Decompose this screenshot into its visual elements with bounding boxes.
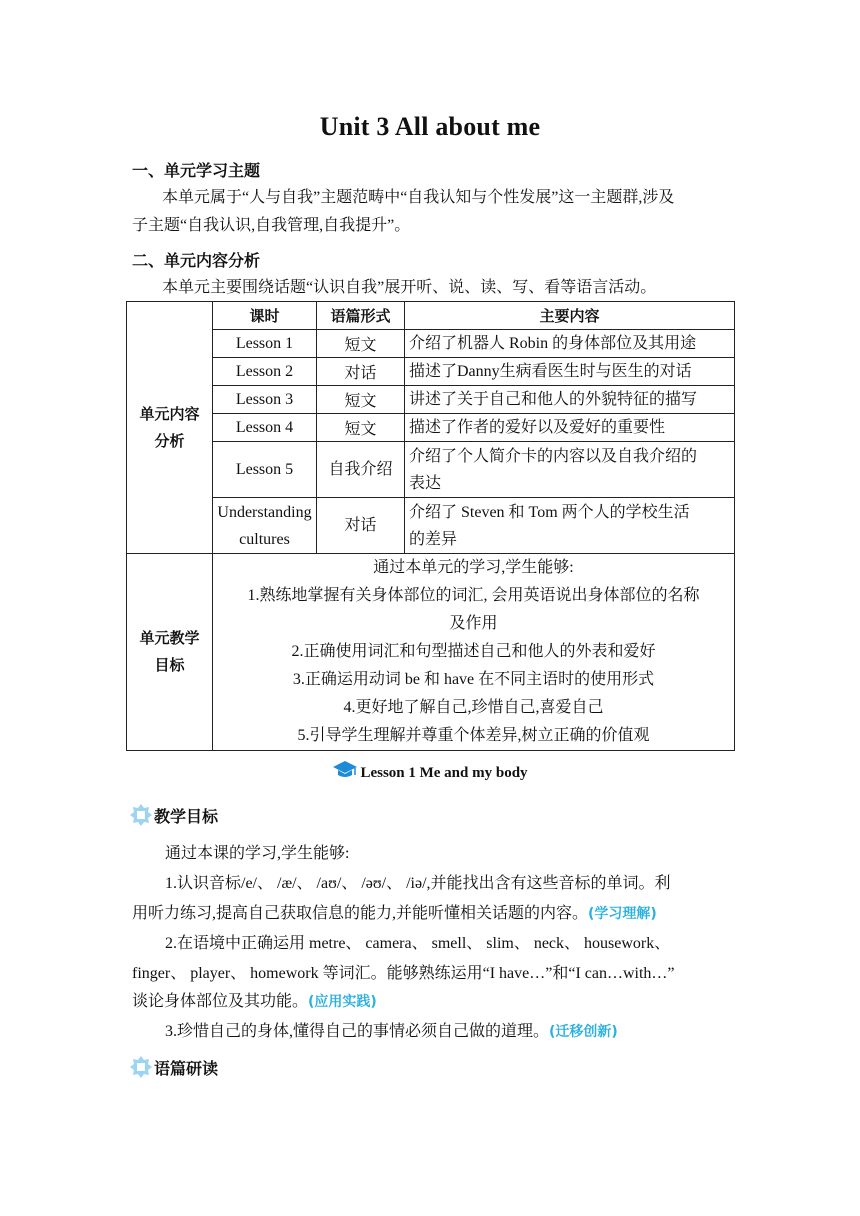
header-content: 主要内容 xyxy=(405,302,735,330)
section-heading-analysis: 二、单元内容分析 xyxy=(132,251,261,270)
book-badge-icon xyxy=(130,804,152,830)
graduation-cap-icon xyxy=(332,760,358,785)
page-title: Unit 3 All about me xyxy=(319,112,541,141)
analysis-intro: 本单元主要围绕话题“认识自我”展开听、说、读、写、看等语言活动。 xyxy=(162,279,657,296)
objectives-intro: 通过本课的学习,学生能够: xyxy=(165,845,350,862)
category-content-analysis: 单元内容 分析 xyxy=(127,302,213,554)
table-row: Lesson 4 短文 描述了作者的爱好以及爱好的重要性 xyxy=(127,414,735,442)
lesson-heading: Lesson 1 Me and my body xyxy=(0,760,860,785)
objective-3: 3.珍惜自己的身体,懂得自己的事情必须自己做的道理。(迁移创新) xyxy=(165,1023,618,1040)
objective-2-line3: 谈论身体部位及其功能。(应用实践) xyxy=(132,993,377,1010)
objective-2-line1: 2.在语境中正确运用 metre、 camera、 smell、 slim、 neck、 housework、 xyxy=(165,935,671,952)
table-row: Understanding cultures 对话 介绍了 Steven 和 Tom 两个人的学校生活 的差异 xyxy=(127,498,735,554)
book-badge-icon xyxy=(130,1056,152,1082)
table-row-goals xyxy=(127,554,735,751)
section-heading-theme: 一、单元学习主题 xyxy=(132,161,261,180)
theme-text-line2: 子主题“自我认识,自我管理,自我提升”。 xyxy=(132,217,411,234)
reading-heading: 语篇研读 xyxy=(130,1056,218,1082)
header-lesson: 课时 xyxy=(213,302,317,330)
theme-text-line1: 本单元属于“人与自我”主题范畴中“自我认知与个性发展”这一主题群,涉及 xyxy=(162,189,675,206)
unit-analysis-table xyxy=(126,301,735,751)
goals-list: 通过本单元的学习,学生能够: 1.熟练地掌握有关身体部位的词汇, 会用英语说出身体部位的名称 及作用 2.正确使用词汇和句型描述自己和他人的外表和爱好 3.正确运用动词 be 和 have 在不同主语时的使用形式 4.更好地了解自己,珍惜自己,喜爱自己 5.引导学生理解并尊重个体差异,树立正确的价值观 xyxy=(213,554,735,751)
tag-innovation: (迁移创新) xyxy=(549,1024,618,1040)
table-row: Lesson 1 短文 介绍了机器人 Robin 的身体部位及其用途 xyxy=(127,330,735,358)
header-form: 语篇形式 xyxy=(317,302,405,330)
table-row: Lesson 5 自我介绍 介绍了个人简介卡的内容以及自我介绍的 表达 xyxy=(127,442,735,498)
table-row: Lesson 2 对话 描述了Danny生病看医生时与医生的对话 xyxy=(127,358,735,386)
objective-1-line1: 1.认识音标/e/、 /æ/、 /aʊ/、 /əʊ/、 /iə/,并能找出含有这些音标的单词。利 xyxy=(165,875,671,892)
objective-2-line2: finger、 player、 homework 等词汇。能够熟练运用“I have…”和“I can…with…” xyxy=(132,965,675,982)
objective-1-line2: 用听力练习,提高自己获取信息的能力,并能听懂相关话题的内容。(学习理解) xyxy=(132,905,657,922)
tag-practice: (应用实践) xyxy=(308,994,377,1010)
table-row: Lesson 3 短文 讲述了关于自己和他人的外貌特征的描写 xyxy=(127,386,735,414)
objectives-heading: 教学目标 xyxy=(130,804,218,830)
category-teaching-goals: 单元教学 目标 xyxy=(127,554,213,751)
tag-learning: (学习理解) xyxy=(588,906,657,922)
